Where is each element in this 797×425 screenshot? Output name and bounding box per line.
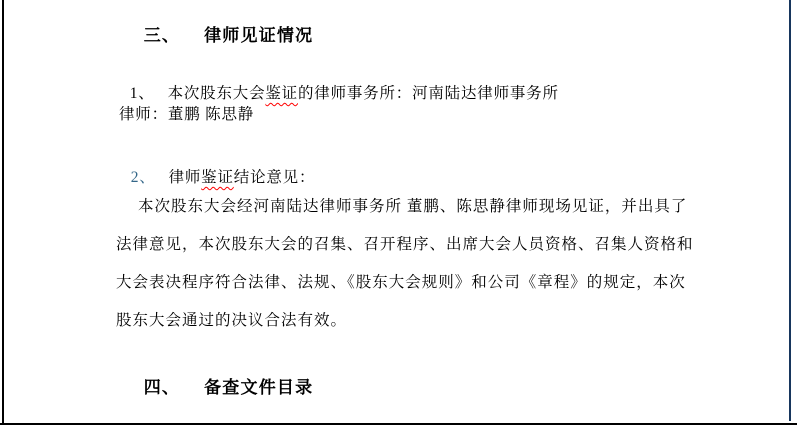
section-heading-reference-documents	[120, 358, 313, 418]
item2-text-before: 律师	[168, 169, 202, 186]
paragraph-line-3: 大会表决程序符合法律、法规、《股东大会规则》和公司《章程》的规定，本次	[116, 274, 686, 291]
page-border-left	[2, 0, 4, 425]
item1-text-before: 本次股东大会	[167, 85, 266, 102]
paragraph-line-1: 本次股东大会经河南陆达律师事务所 董鹏、陈思静律师现场见证，并出具了	[138, 198, 688, 215]
lawyers-names-line: 律师：董鹏 陈思静	[119, 106, 255, 123]
page-border-right	[789, 0, 791, 421]
item2-spellcheck-word: 鉴证	[201, 169, 234, 186]
section-heading-lawyer-witness	[120, 6, 313, 66]
item2-text-after: 结论意见：	[233, 169, 316, 186]
item1-number: 1、	[129, 85, 155, 102]
paragraph-line-2: 法律意见，本次股东大会的召集、召开程序、出席大会人员资格、召集人资格和	[116, 236, 694, 253]
section4-title: 备查文件目录	[204, 378, 314, 397]
section3-title: 律师见证情况	[204, 26, 314, 45]
section3-number: 三、	[143, 26, 181, 45]
item2-number: 2、	[130, 169, 156, 186]
section4-number: 四、	[143, 378, 181, 397]
item1-text-after: 的律师事务所：河南陆达律师事务所	[297, 85, 559, 102]
paragraph-line-4: 股东大会通过的决议合法有效。	[116, 312, 348, 329]
item1-spellcheck-word: 鉴证	[265, 85, 298, 102]
